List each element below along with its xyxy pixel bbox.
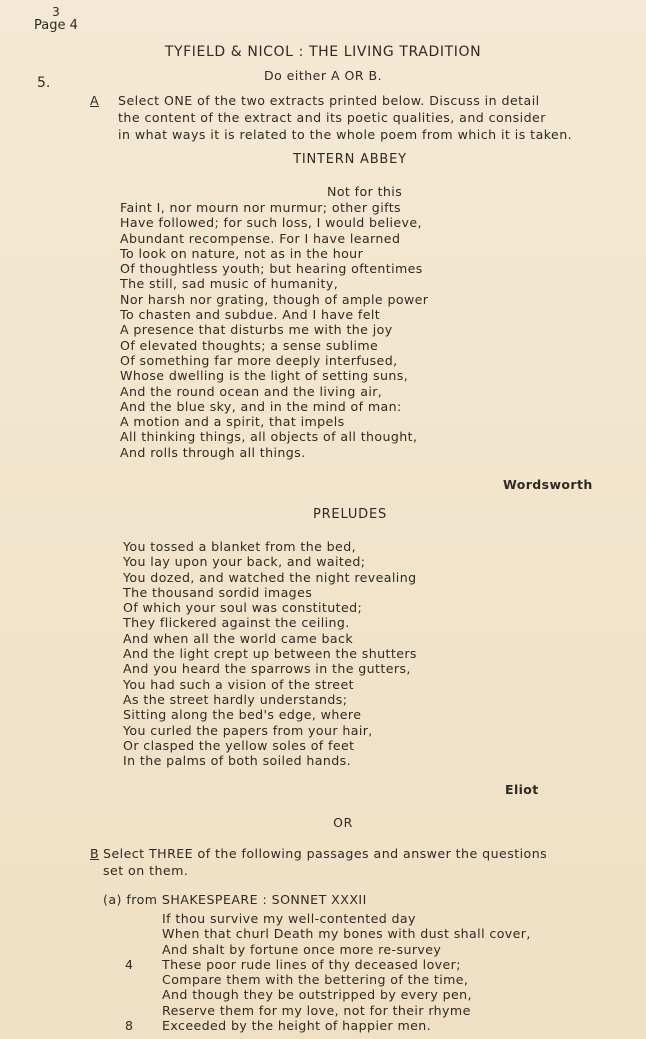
poem-line: And though they be outstripped by every pen,: [162, 987, 472, 1003]
poem-line: A presence that disturbs me with the joy: [120, 322, 393, 338]
poem-line: You dozed, and watched the night revealing: [123, 569, 417, 585]
poem-line: A motion and a spirit, that impels: [120, 414, 345, 430]
poem-line: And shalt by fortune once more re-survey: [162, 941, 442, 957]
section-b-letter: B: [90, 846, 100, 861]
preludes-author: Eliot: [505, 782, 539, 797]
instruction: Do either A OR B.: [263, 68, 383, 83]
poem-line: Of which your soul was constituted;: [123, 600, 363, 616]
page-number-label: Page 4: [34, 18, 78, 33]
preludes-poem: [123, 539, 417, 768]
section-a-line: in what ways it is related to the whole poem from which it is taken.: [118, 127, 573, 142]
poem-line: And the blue sky, and in the mind of man:: [120, 398, 402, 414]
line-number: [125, 987, 133, 1002]
poem-line: Of thoughtless youth; but hearing oftentimes: [120, 261, 423, 277]
tintern-poem: [120, 200, 428, 460]
page-title: TYFIELD & NICOL : THE LIVING TRADITION: [164, 44, 482, 60]
poem-line: Whose dwelling is the light of setting suns,: [120, 368, 409, 384]
page-number-top: 3: [52, 5, 60, 19]
poem-line: Or clasped the yellow soles of feet: [123, 737, 355, 753]
section-a-line: the content of the extract and its poetic qualities, and consider: [118, 110, 546, 125]
poem-line: All thinking things, all objects of all thought,: [120, 429, 418, 445]
poem-line: Have followed; for such loss, I would believe,: [120, 215, 422, 231]
poem-line: Nor harsh nor grating, though of ample power: [120, 291, 429, 307]
poem-line: Reserve them for my love, not for their rhyme: [162, 1002, 471, 1018]
poem-line: In the palms of both soiled hands.: [123, 753, 352, 769]
poem-line: To look on nature, not as in the hour: [120, 245, 364, 261]
preludes-heading: PRELUDES: [312, 507, 388, 522]
line-number: [125, 972, 133, 987]
poem-line: Sitting along the bed's edge, where: [123, 707, 362, 723]
poem-line: If thou survive my well-contented day: [162, 911, 416, 926]
poem-line: And you heard the sparrows in the gutters,: [123, 661, 411, 677]
poem-line: You tossed a blanket from the bed,: [123, 539, 356, 554]
tintern-author: Wordsworth: [503, 477, 593, 492]
poem-line: Of elevated thoughts; a sense sublime: [120, 337, 379, 353]
section-a-letter: A: [90, 93, 100, 108]
section-b-line: Select THREE of the following passages and answer the questions: [103, 846, 548, 861]
poem-line: As the street hardly understands;: [123, 691, 348, 707]
line-number: [125, 942, 133, 957]
poem-line: You curled the papers from your hair,: [123, 722, 373, 738]
poem-line: The thousand sordid images: [123, 584, 313, 600]
poem-line: The still, sad music of humanity,: [120, 276, 339, 292]
section-b-line: set on them.: [103, 863, 189, 878]
line-number: 8: [125, 1018, 134, 1034]
poem-line: And the light crept up between the shutters: [123, 646, 417, 662]
line-number: [125, 1003, 133, 1018]
poem-line: And rolls through all things.: [120, 444, 306, 460]
poem-line: Compare them with the bettering of the time,: [162, 972, 469, 988]
page-number: [34, 6, 78, 32]
tintern-first-line: Not for this: [327, 184, 403, 199]
poem-line: Abundant recompense. For I have learned: [120, 230, 401, 246]
line-number: 4: [125, 956, 134, 972]
poem-line: And the round ocean and the living air,: [120, 383, 383, 399]
poem-line: These poor rude lines of thy deceased lover;: [162, 956, 461, 972]
poem-line: You lay upon your back, and waited;: [123, 554, 366, 570]
line-number: [125, 926, 133, 941]
tintern-heading: TINTERN ABBEY: [293, 152, 407, 167]
poem-line: They flickered against the ceiling.: [123, 615, 350, 631]
poem-line: You had such a vision of the street: [123, 676, 354, 692]
poem-line: And when all the world came back: [123, 630, 354, 646]
part-a-heading: (a) from SHAKESPEARE : SONNET XXXII: [103, 892, 367, 907]
section-a-line: Select ONE of the two extracts printed below. Discuss in detail: [118, 93, 540, 108]
section-a-instructions: [118, 92, 572, 143]
question-number: 5.: [37, 75, 51, 91]
poem-line: To chasten and subdue. And I have felt: [120, 307, 381, 323]
sonnet-line-numbers: [125, 911, 133, 1033]
poem-line: Exceeded by the height of happier men.: [162, 1018, 432, 1034]
poem-line: Of something far more deeply interfused,: [120, 352, 398, 368]
poem-line: When that churl Death my bones with dust shall cover,: [162, 926, 531, 942]
line-number: [125, 911, 133, 926]
section-b-instructions: [103, 845, 547, 879]
poem-line: Faint I, nor mourn nor murmur; other gifts: [120, 200, 402, 215]
or-divider: OR: [333, 815, 353, 830]
sonnet-poem: [162, 911, 531, 1033]
